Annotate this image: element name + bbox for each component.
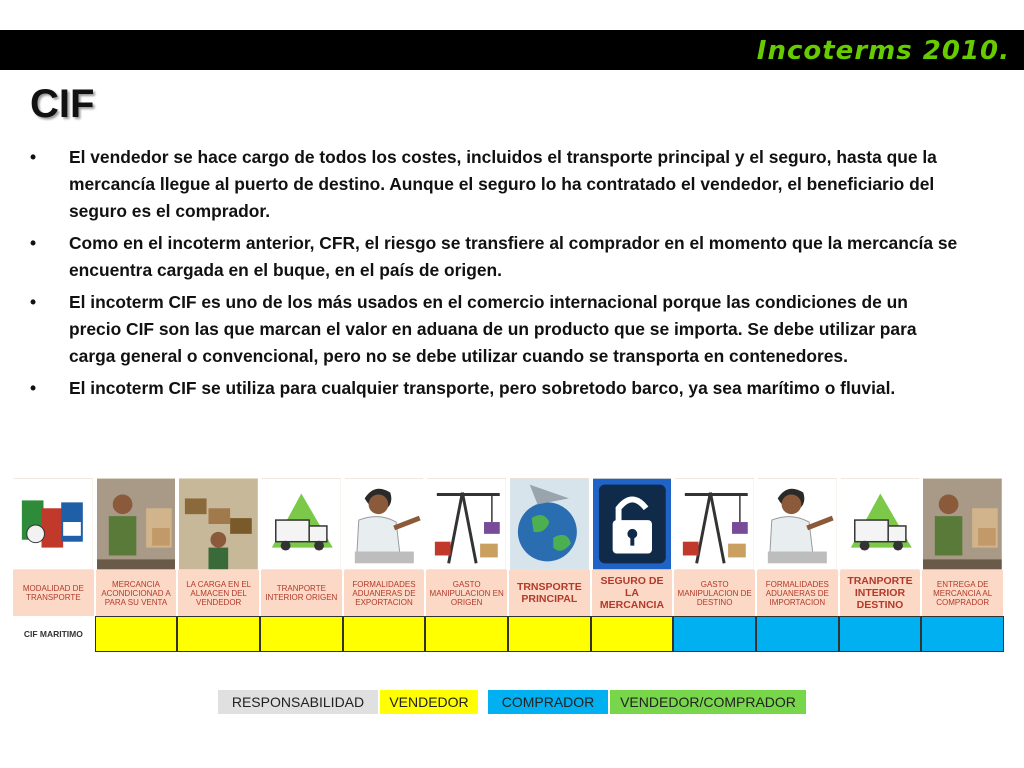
process-step-label: SEGURO DE LA MERCANCIA <box>592 570 673 616</box>
process-column <box>343 478 426 652</box>
responsibility-cell <box>673 616 756 652</box>
padlock-icon <box>593 478 672 570</box>
process-step-label: TRNSPORTE PRINCIPAL <box>509 570 590 616</box>
process-step-label: MERCANCIA ACONDICIONAD A PARA SU VENTA <box>96 570 177 616</box>
bullet-text: El vendedor se hace cargo de todos los costes, incluidos el transporte principal y el seguro, hasta que la mercancía llegue al puerto de destino. Aunque el seguro lo ha contratado el vendedor, el beneficiario del seguro es el comprador. <box>69 147 937 221</box>
responsibility-cell <box>95 616 178 652</box>
process-column <box>921 478 1004 652</box>
responsibility-cell <box>177 616 260 652</box>
customs-officer-icon <box>345 478 424 570</box>
process-column <box>177 478 260 652</box>
header-title: Incoterms 2010. <box>756 36 1010 66</box>
process-column <box>839 478 922 652</box>
legend-responsabilidad: RESPONSABILIDAD <box>218 690 378 714</box>
process-column <box>591 478 674 652</box>
bullet-text: Como en el incoterm anterior, CFR, el riesgo se transfiere al comprador en el momento que la mercancía se encuentra cargada en el buque, en el país de origen. <box>69 233 958 280</box>
delivery-worker-icon <box>923 478 1002 570</box>
process-column <box>95 478 178 652</box>
responsibility-cell <box>756 616 839 652</box>
process-column <box>260 478 343 652</box>
bullet-list <box>30 144 960 407</box>
process-column <box>673 478 756 652</box>
legend-vendedor-comprador: VENDEDOR/COMPRADOR <box>610 690 806 714</box>
process-column <box>425 478 508 652</box>
legend-vendedor: VENDEDOR <box>380 690 478 714</box>
responsibility-cell <box>508 616 591 652</box>
responsibility-cell <box>425 616 508 652</box>
bullet-dot: • <box>30 378 37 398</box>
bullet-dot: • <box>30 233 37 253</box>
process-column <box>508 478 591 652</box>
process-step-label: FORMALIDADES ADUANERAS DE IMPORTACION <box>757 570 838 616</box>
bullet-dot: • <box>30 292 37 312</box>
process-step-label: LA CARGA EN EL ALMACEN DEL VENDEDOR <box>178 570 259 616</box>
transport-modes-icon <box>14 478 93 570</box>
bullet-item <box>30 289 960 370</box>
bullet-text: El incoterm CIF se utiliza para cualquier transporte, pero sobretodo barco, ya sea marítimo o fluvial. <box>69 378 896 398</box>
port-crane-icon <box>675 478 754 570</box>
responsibility-cell <box>591 616 674 652</box>
bullet-dot: • <box>30 147 37 167</box>
truck-icon <box>262 478 341 570</box>
truck-icon <box>841 478 920 570</box>
warehouse-icon <box>179 478 258 570</box>
bullet-item <box>30 375 960 402</box>
row-label: CIF MARITIMO <box>12 616 95 652</box>
bullet-item <box>30 230 960 284</box>
packing-worker-icon <box>97 478 176 570</box>
process-step-label: ENTREGA DE MERCANCIA AL COMPRADOR <box>922 570 1003 616</box>
responsibility-cell <box>343 616 426 652</box>
slide-title: CIF <box>30 82 95 126</box>
process-step-label: TRANPORTE INTERIOR DESTINO <box>840 570 921 616</box>
process-step-label: GASTO MANIPULACION EN ORIGEN <box>426 570 507 616</box>
responsibility-cell <box>921 616 1004 652</box>
responsibility-cell <box>839 616 922 652</box>
process-column <box>12 478 95 652</box>
responsibility-cell <box>260 616 343 652</box>
legend-comprador: COMPRADOR <box>488 690 608 714</box>
bullet-item <box>30 144 960 225</box>
process-step-label: MODALIDAD DE TRANSPORTE <box>13 570 94 616</box>
port-crane-icon <box>427 478 506 570</box>
process-step-label: FORMALIDADES ADUANERAS DE EXPORTACION <box>344 570 425 616</box>
process-step-label: GASTO MANIPULACION DE DESTINO <box>674 570 755 616</box>
bullet-text: El incoterm CIF es uno de los más usados en el comercio internacional porque las condiciones de un precio CIF son las que marcan el valor en aduana de un producto que se importa. Se debe utilizar para carga general o convencional, pero no se debe utilizar cuando se transporta en contenedores. <box>69 292 917 366</box>
globe-icon <box>510 478 589 570</box>
customs-officer-icon <box>758 478 837 570</box>
process-column <box>756 478 839 652</box>
incoterm-process-table <box>12 478 1004 652</box>
process-step-label: TRANPORTE INTERIOR ORIGEN <box>261 570 342 616</box>
